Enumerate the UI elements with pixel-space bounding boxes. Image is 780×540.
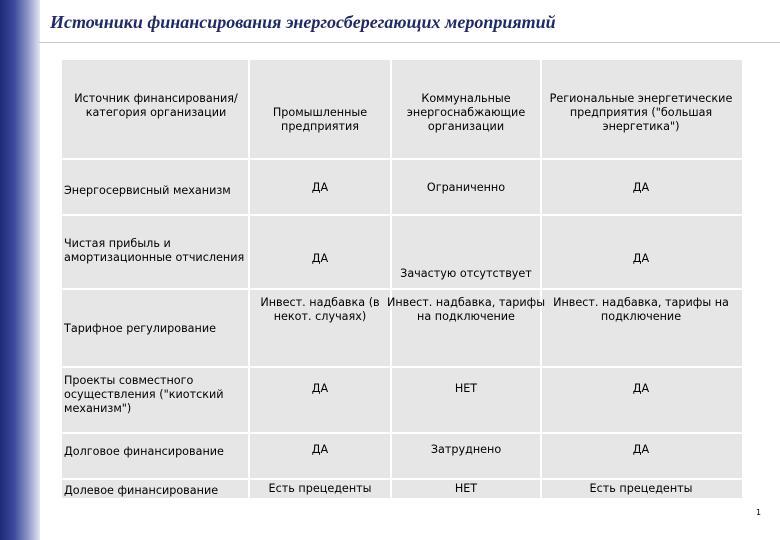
header-source: Источник финансирования/категория организации (74, 92, 238, 119)
row-divider (62, 214, 742, 216)
row-source: Тарифное регулирование (64, 322, 216, 335)
header-regional: Региональные энергетические предприятия ("большая энергетика") (549, 92, 733, 133)
row-communal: Инвест. надбавка, тарифы на подключение (386, 296, 546, 323)
row-industrial: ДА (311, 181, 329, 194)
row-source: Долговое финансирование (64, 445, 224, 458)
row-communal: НЕТ (454, 482, 478, 495)
row-regional: ДА (632, 382, 650, 395)
slide-title: Источники финансирования энергосберегающих мероприятий (50, 12, 556, 32)
row-regional: ДА (632, 443, 650, 456)
side-gradient-bar (0, 0, 40, 540)
row-industrial: Есть прецеденты (268, 482, 372, 495)
row-source: Энергосервисный механизм (64, 184, 231, 197)
row-regional: Есть прецеденты (589, 482, 693, 495)
row-communal: Затруднено (430, 443, 502, 456)
row-divider (62, 288, 742, 290)
row-communal: НЕТ (454, 382, 478, 395)
row-industrial: ДА (311, 382, 329, 395)
row-industrial: ДА (311, 443, 329, 456)
row-regional: ДА (632, 252, 650, 265)
financing-table (62, 60, 742, 498)
row-divider (62, 432, 742, 434)
row-industrial: ДА (311, 252, 329, 265)
row-communal: Зачастую отсутствует (400, 267, 532, 280)
row-divider (62, 478, 742, 480)
row-source: Чистая прибыль и амортизационные отчисления (64, 237, 245, 264)
row-source: Проекты совместного осуществления ("киотский механизм") (64, 374, 224, 415)
row-regional: Инвест. надбавка, тарифы на подключение (553, 296, 729, 323)
row-divider (62, 366, 742, 368)
header-communal: Коммунальные энергоснабжающие организации (406, 92, 526, 133)
row-industrial: Инвест. надбавка (в некот. случаях) (260, 296, 380, 323)
page-number: 1 (756, 508, 762, 517)
header-industrial: Промышленные предприятия (272, 106, 368, 133)
row-communal: Ограниченно (426, 181, 506, 194)
row-regional: ДА (632, 181, 650, 194)
row-source: Долевое финансирование (64, 484, 219, 497)
row-divider (62, 158, 742, 160)
